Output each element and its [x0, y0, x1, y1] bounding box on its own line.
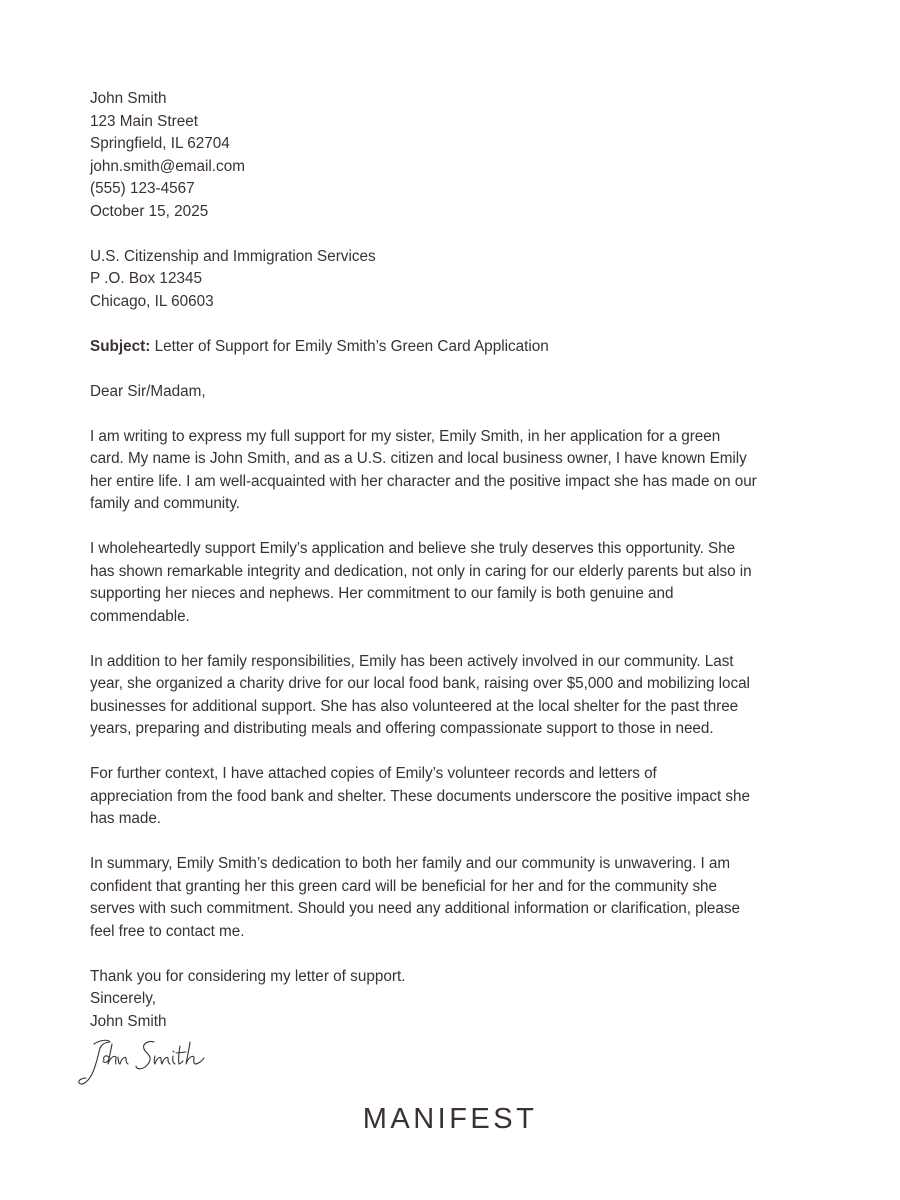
sender-address-block — [90, 88, 830, 223]
paragraph-line: family and community. — [90, 495, 240, 512]
manifest-logo: MANIFEST — [362, 1103, 538, 1135]
paragraph-line: appreciation from the food bank and shelter. These documents underscore the positive impact she — [90, 787, 750, 805]
paragraph-line: year, she organized a charity drive for our local food bank, raising over $5,000 and mobilizing local — [90, 675, 750, 692]
subject-text: Letter of Support for Emily Smith’s Green Card Application — [150, 337, 549, 355]
closing-sign-off: Sincerely, — [90, 990, 157, 1007]
sender-phone: (555) 123-4567 — [90, 180, 195, 197]
recipient-organization: U.S. Citizenship and Immigration Services — [90, 247, 376, 265]
paragraph-3 — [90, 651, 830, 741]
paragraph-line: businesses for additional support. She has also volunteered at the local shelter for the past three — [90, 697, 739, 715]
paragraph-line: confident that granting her this green card will be beneficial for her and for the community she — [90, 877, 717, 895]
paragraph-line: In summary, Emily Smith’s dedication to both her family and our community is unwavering. I am — [90, 855, 731, 872]
letter-date: October 15, 2025 — [90, 202, 209, 220]
paragraph-line: In addition to her family responsibilities, Emily has been actively involved in our community. Last — [90, 652, 734, 670]
paragraph-line: years, preparing and distributing meals and offering compassionate support to those in need. — [90, 720, 714, 737]
closing-block — [90, 966, 830, 1034]
paragraph-2 — [90, 538, 830, 628]
sender-city: Springfield, IL 62704 — [90, 135, 230, 152]
paragraph-line: supporting her nieces and nephews. Her commitment to our family is both genuine and — [90, 585, 674, 602]
paragraph-5 — [90, 853, 830, 943]
paragraph-line: feel free to contact me. — [90, 922, 245, 940]
salutation: Dear Sir/Madam, — [90, 382, 206, 400]
recipient-city: Chicago, IL 60603 — [90, 292, 214, 310]
paragraph-line: I am writing to express my full support for my sister, Emily Smith, in her application for a green — [90, 427, 721, 445]
paragraph-line: commendable. — [90, 607, 190, 625]
recipient-po-box: P .O. Box 12345 — [90, 270, 202, 287]
paragraph-4 — [90, 763, 830, 831]
sender-name: John Smith — [90, 90, 167, 107]
sender-email: john.smith@email.com — [90, 157, 245, 175]
recipient-address-block — [90, 246, 830, 314]
paragraph-1 — [90, 426, 830, 516]
subject-label: Subject: — [90, 337, 151, 355]
paragraph-line: For further context, I have attached copies of Emily’s volunteer records and letters of — [90, 765, 657, 782]
closing-name: John Smith — [90, 1012, 167, 1030]
handwritten-signature-icon — [76, 1036, 211, 1088]
subject-line — [90, 336, 830, 359]
sender-street: 123 Main Street — [90, 112, 198, 130]
paragraph-line: serves with such commitment. Should you need any additional information or clarification, please — [90, 900, 740, 917]
paragraph-line: has made. — [90, 810, 161, 827]
paragraph-line: card. My name is John Smith, and as a U.S. citizen and local business owner, I have known Emily — [90, 450, 747, 467]
letter-body — [90, 88, 830, 1033]
paragraph-line: I wholeheartedly support Emily’s application and believe she truly deserves this opportunity. She — [90, 540, 736, 557]
paragraph-line: has shown remarkable integrity and dedication, not only in caring for our elderly parents but also in — [90, 562, 752, 580]
closing-thanks: Thank you for considering my letter of support. — [90, 967, 406, 985]
paragraph-line: her entire life. I am well-acquainted with her character and the positive impact she has made on our — [90, 472, 757, 490]
